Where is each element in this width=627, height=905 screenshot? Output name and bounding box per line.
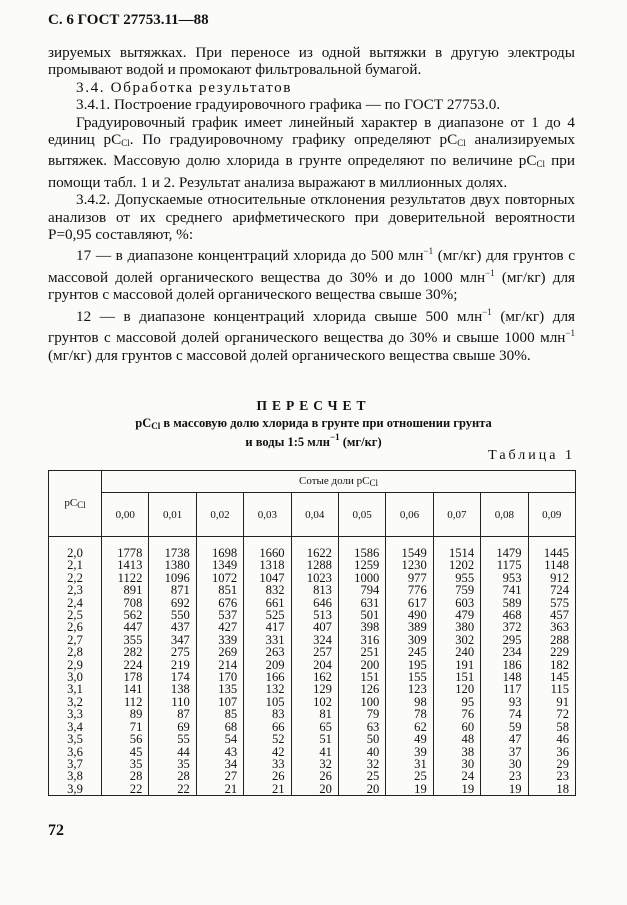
table-cell: 29 xyxy=(528,758,575,770)
table-cell: 380 xyxy=(433,621,480,633)
table-cell: 95 xyxy=(433,696,480,708)
table-cell: 135 xyxy=(196,683,243,695)
table-cell: 174 xyxy=(149,671,196,683)
table-cell: 117 xyxy=(481,683,528,695)
table-cell: 89 xyxy=(102,708,149,720)
table-cell: 132 xyxy=(244,683,291,695)
table-cell: 54 xyxy=(196,733,243,745)
table-cell: 25 xyxy=(338,770,385,782)
table-cell: 1148 xyxy=(528,559,575,571)
table-cell: 32 xyxy=(338,758,385,770)
table-cell: 339 xyxy=(196,634,243,646)
table-cell: 331 xyxy=(244,634,291,646)
recalc-title: ПЕРЕСЧЕТ xyxy=(256,398,371,413)
table-cell: 21 xyxy=(196,783,243,796)
row-label: 3,3 xyxy=(49,708,102,720)
table-cell: 26 xyxy=(244,770,291,782)
table-cell: 123 xyxy=(386,683,433,695)
table-cell: 759 xyxy=(433,584,480,596)
table-cell: 79 xyxy=(338,708,385,720)
table-cell: 39 xyxy=(386,746,433,758)
table-cell: 1549 xyxy=(386,537,433,560)
table-cell: 1096 xyxy=(149,572,196,584)
row-header-cell: $pC_{Cl}$ xyxy=(49,471,102,537)
column-header: 0,02 xyxy=(196,493,243,537)
table-cell: 43 xyxy=(196,746,243,758)
table-cell: 59 xyxy=(481,721,528,733)
table-cell: 1738 xyxy=(149,537,196,560)
body-text xyxy=(48,44,575,364)
table-cell: 316 xyxy=(338,634,385,646)
table-cell: 110 xyxy=(149,696,196,708)
table-label: Таблица 1 xyxy=(488,448,575,463)
table-cell: 295 xyxy=(481,634,528,646)
table-cell: 68 xyxy=(196,721,243,733)
table-cell: 155 xyxy=(386,671,433,683)
table-cell: 468 xyxy=(481,609,528,621)
row-label: 3,8 xyxy=(49,770,102,782)
table-cell: 91 xyxy=(528,696,575,708)
table-cell: 1000 xyxy=(338,572,385,584)
table-cell: 871 xyxy=(149,584,196,596)
table-cell: 1230 xyxy=(386,559,433,571)
column-header: 0,03 xyxy=(244,493,291,537)
table-cell: 126 xyxy=(338,683,385,695)
table-cell: 38 xyxy=(433,746,480,758)
table-cell: 457 xyxy=(528,609,575,621)
table-row xyxy=(49,559,576,571)
row-label: 3,5 xyxy=(49,733,102,745)
table-cell: 78 xyxy=(386,708,433,720)
table-cell: 1380 xyxy=(149,559,196,571)
table-cell: 112 xyxy=(102,696,149,708)
table-cell: 813 xyxy=(291,584,338,596)
table-cell: 204 xyxy=(291,659,338,671)
table-cell: 209 xyxy=(244,659,291,671)
table-cell: 398 xyxy=(338,621,385,633)
table-cell: 1445 xyxy=(528,537,575,560)
table-cell: 282 xyxy=(102,646,149,658)
table-cell: 72 xyxy=(528,708,575,720)
table-cell: 1175 xyxy=(481,559,528,571)
table-cell: 151 xyxy=(433,671,480,683)
table-cell: 229 xyxy=(528,646,575,658)
table-cell: 31 xyxy=(386,758,433,770)
table-cell: 20 xyxy=(338,783,385,796)
table-cell: 1122 xyxy=(102,572,149,584)
table-cell: 355 xyxy=(102,634,149,646)
row-label: 2,3 xyxy=(49,584,102,596)
table-cell: 891 xyxy=(102,584,149,596)
table-cell: 46 xyxy=(528,733,575,745)
table-cell: 324 xyxy=(291,634,338,646)
row-label: 3,0 xyxy=(49,671,102,683)
column-header: 0,06 xyxy=(386,493,433,537)
table-cell: 427 xyxy=(196,621,243,633)
column-header: 0,04 xyxy=(291,493,338,537)
table-cell: 1514 xyxy=(433,537,480,560)
table-cell: 1479 xyxy=(481,537,528,560)
table-row xyxy=(49,746,576,758)
table-cell: 1349 xyxy=(196,559,243,571)
table-cell: 35 xyxy=(149,758,196,770)
table-cell: 49 xyxy=(386,733,433,745)
table-cell: 166 xyxy=(244,671,291,683)
table-cell: 955 xyxy=(433,572,480,584)
row-label: 2,4 xyxy=(49,597,102,609)
table-cell: 41 xyxy=(291,746,338,758)
table-cell: 692 xyxy=(149,597,196,609)
table-cell: 87 xyxy=(149,708,196,720)
table-cell: 141 xyxy=(102,683,149,695)
column-header: 0,07 xyxy=(433,493,480,537)
table-cell: 1660 xyxy=(244,537,291,560)
table-row xyxy=(49,733,576,745)
table-row xyxy=(49,783,576,796)
table-cell: 269 xyxy=(196,646,243,658)
table-cell: 47 xyxy=(481,733,528,745)
table-cell: 25 xyxy=(386,770,433,782)
table-cell: 631 xyxy=(338,597,385,609)
table-cell: 85 xyxy=(196,708,243,720)
table-row xyxy=(49,758,576,770)
table-cell: 32 xyxy=(291,758,338,770)
column-header: 0,08 xyxy=(481,493,528,537)
table-cell: 98 xyxy=(386,696,433,708)
table-cell: 1586 xyxy=(338,537,385,560)
column-header: 0,09 xyxy=(528,493,575,537)
table-cell: 776 xyxy=(386,584,433,596)
table-cell: 490 xyxy=(386,609,433,621)
table-cell: 65 xyxy=(291,721,338,733)
table-cell: 309 xyxy=(386,634,433,646)
table-cell: 234 xyxy=(481,646,528,658)
table-row xyxy=(49,646,576,658)
table-cell: 372 xyxy=(481,621,528,633)
row-label: 2,1 xyxy=(49,559,102,571)
table-cell: 275 xyxy=(149,646,196,658)
table-cell: 34 xyxy=(196,758,243,770)
table-cell: 23 xyxy=(481,770,528,782)
table-cell: 417 xyxy=(244,621,291,633)
table-cell: 257 xyxy=(291,646,338,658)
table-cell: 437 xyxy=(149,621,196,633)
table-row xyxy=(49,721,576,733)
table-cell: 102 xyxy=(291,696,338,708)
paragraph-continuation: зируемых вытяжках. При переносе из одной вытяжки в другую электроды промывают водой и промокают фильтровальной бумагой. xyxy=(48,44,575,79)
table-cell: 148 xyxy=(481,671,528,683)
table-cell: 63 xyxy=(338,721,385,733)
table-cell: 178 xyxy=(102,671,149,683)
table-cell: 52 xyxy=(244,733,291,745)
table-cell: 479 xyxy=(433,609,480,621)
table-cell: 129 xyxy=(291,683,338,695)
table-cell: 36 xyxy=(528,746,575,758)
table-cell: 40 xyxy=(338,746,385,758)
paragraph-tolerance-12: 12 — в диапазоне концентраций хлорида свыше 500 млн$^{-1}$ (мг/кг) для грунтов с массовой долей органического вещества до 30% и свыше 1000 млн$^{-1}$ (мг/кг) для грунтов с массовой долей органического вещества свыше 30%. xyxy=(48,306,576,364)
table-cell: 661 xyxy=(244,597,291,609)
row-label: 2,2 xyxy=(49,572,102,584)
row-label: 2,7 xyxy=(49,634,102,646)
table-cell: 30 xyxy=(481,758,528,770)
table-cell: 513 xyxy=(291,609,338,621)
column-header: 0,00 xyxy=(102,493,149,537)
row-label: 2,0 xyxy=(49,537,102,560)
table-cell: 51 xyxy=(291,733,338,745)
table-cell: 1413 xyxy=(102,559,149,571)
table-cell: 24 xyxy=(433,770,480,782)
table-cell: 1023 xyxy=(291,572,338,584)
table-cell: 83 xyxy=(244,708,291,720)
table-cell: 288 xyxy=(528,634,575,646)
row-label: 2,6 xyxy=(49,621,102,633)
table-cell: 302 xyxy=(433,634,480,646)
page-header: С. 6 ГОСТ 27753.11—88 xyxy=(48,12,209,28)
table-body xyxy=(49,537,576,796)
table-cell: 81 xyxy=(291,708,338,720)
row-label: 2,9 xyxy=(49,659,102,671)
table-cell: 347 xyxy=(149,634,196,646)
table-cell: 30 xyxy=(433,758,480,770)
table-cell: 19 xyxy=(386,783,433,796)
table-cell: 182 xyxy=(528,659,575,671)
table-cell: 1047 xyxy=(244,572,291,584)
table-cell: 37 xyxy=(481,746,528,758)
table-row xyxy=(49,683,576,695)
column-header: 0,01 xyxy=(149,493,196,537)
table-cell: 537 xyxy=(196,609,243,621)
table-cell: 953 xyxy=(481,572,528,584)
table-cell: 33 xyxy=(244,758,291,770)
table-cell: 120 xyxy=(433,683,480,695)
table-cell: 389 xyxy=(386,621,433,633)
table-cell: 525 xyxy=(244,609,291,621)
table-cell: 263 xyxy=(244,646,291,658)
table-cell: 20 xyxy=(291,783,338,796)
table-cell: 22 xyxy=(149,783,196,796)
row-label: 3,2 xyxy=(49,696,102,708)
table-cell: 93 xyxy=(481,696,528,708)
table-cell: 195 xyxy=(386,659,433,671)
table-cell: 501 xyxy=(338,609,385,621)
table-cell: 832 xyxy=(244,584,291,596)
table-cell: 977 xyxy=(386,572,433,584)
row-label: 3,6 xyxy=(49,746,102,758)
row-label: 3,4 xyxy=(49,721,102,733)
table-cell: 912 xyxy=(528,572,575,584)
table-cell: 200 xyxy=(338,659,385,671)
column-header: 0,05 xyxy=(338,493,385,537)
table-cell: 617 xyxy=(386,597,433,609)
row-label: 3,9 xyxy=(49,783,102,796)
recalc-subtitle-2: и воды 1:5 млн$^{-1}$ (мг/кг) xyxy=(245,432,382,449)
table-cell: 251 xyxy=(338,646,385,658)
table-row xyxy=(49,584,576,596)
table-cell: 26 xyxy=(291,770,338,782)
table-cell: 851 xyxy=(196,584,243,596)
table-cell: 71 xyxy=(102,721,149,733)
table-cell: 589 xyxy=(481,597,528,609)
paragraph-calibration: Градуировочный график имеет линейный характер в диапазоне от 1 до 4 единиц $pC_{Cl}$. По градуировочному графику определяют $pC_{Cl}$ анализируемых вытяжек. Массовую долю хлорида в грунте определяют по величине $pC_{Cl}$ при помощи табл. 1 и 2. Результат анализа выражают в миллионных долях. xyxy=(48,113,575,191)
table-cell: 724 xyxy=(528,584,575,596)
table-cell: 214 xyxy=(196,659,243,671)
table-cell: 1778 xyxy=(102,537,149,560)
recalc-subtitle-1: $pC_{Cl}$ в массовую долю хлорида в грунте при отношении грунта xyxy=(135,416,492,431)
row-label: 2,5 xyxy=(49,609,102,621)
table-cell: 162 xyxy=(291,671,338,683)
table-cell: 224 xyxy=(102,659,149,671)
paragraph-tolerance-17: 17 — в диапазоне концентраций хлорида до 500 млн$^{-1}$ (мг/кг) для грунтов с массовой долей органического вещества до 30% и до 1000 млн$^{-1}$ (мг/кг) для грунтов с массовой долей органического вещества свыше 30%; xyxy=(48,246,576,304)
section-heading-3-4: 3.4. Обработка результатов xyxy=(76,78,293,96)
table-cell: 55 xyxy=(149,733,196,745)
recalc-table xyxy=(48,470,576,796)
table-cell: 1318 xyxy=(244,559,291,571)
table-cell: 186 xyxy=(481,659,528,671)
table-cell: 22 xyxy=(102,783,149,796)
table-cell: 708 xyxy=(102,597,149,609)
table-cell: 676 xyxy=(196,597,243,609)
table-cell: 74 xyxy=(481,708,528,720)
table-cell: 23 xyxy=(528,770,575,782)
table-cell: 60 xyxy=(433,721,480,733)
table-cell: 145 xyxy=(528,671,575,683)
table-cell: 45 xyxy=(102,746,149,758)
table-cell: 56 xyxy=(102,733,149,745)
table-cell: 58 xyxy=(528,721,575,733)
row-label: 2,8 xyxy=(49,646,102,658)
table-cell: 69 xyxy=(149,721,196,733)
table-cell: 191 xyxy=(433,659,480,671)
table-cell: 19 xyxy=(481,783,528,796)
table-cell: 18 xyxy=(528,783,575,796)
table-cell: 42 xyxy=(244,746,291,758)
table-cell: 50 xyxy=(338,733,385,745)
table-cell: 575 xyxy=(528,597,575,609)
table-cell: 363 xyxy=(528,621,575,633)
table-cell: 151 xyxy=(338,671,385,683)
column-header-row xyxy=(49,493,576,537)
table-cell: 245 xyxy=(386,646,433,658)
table-row xyxy=(49,708,576,720)
table-cell: 603 xyxy=(433,597,480,609)
table-cell: 1202 xyxy=(433,559,480,571)
page-number: 72 xyxy=(48,822,64,839)
table-cell: 170 xyxy=(196,671,243,683)
table-cell: 76 xyxy=(433,708,480,720)
table-row xyxy=(49,696,576,708)
table-cell: 646 xyxy=(291,597,338,609)
table-cell: 48 xyxy=(433,733,480,745)
table-cell: 35 xyxy=(102,758,149,770)
table-cell: 105 xyxy=(244,696,291,708)
table-cell: 1072 xyxy=(196,572,243,584)
table-cell: 550 xyxy=(149,609,196,621)
table-cell: 100 xyxy=(338,696,385,708)
table-cell: 562 xyxy=(102,609,149,621)
table-cell: 28 xyxy=(102,770,149,782)
paragraph-3-4-1: 3.4.1. Построение градуировочного графика — по ГОСТ 27753.0. xyxy=(76,96,501,114)
table-cell: 21 xyxy=(244,783,291,796)
table-cell: 447 xyxy=(102,621,149,633)
table-cell: 62 xyxy=(386,721,433,733)
table-cell: 66 xyxy=(244,721,291,733)
row-label: 3,7 xyxy=(49,758,102,770)
table-row xyxy=(49,621,576,633)
table-cell: 44 xyxy=(149,746,196,758)
row-label: 3,1 xyxy=(49,683,102,695)
table-cell: 240 xyxy=(433,646,480,658)
table-cell: 1698 xyxy=(196,537,243,560)
table-cell: 1259 xyxy=(338,559,385,571)
table-cell: 219 xyxy=(149,659,196,671)
paragraph-3-4-2: 3.4.2. Допускаемые относительные отклонения результатов двух повторных анализов от их среднего арифметического при доверительной вероятности P=0,95 составляют, %: xyxy=(48,191,575,244)
table-cell: 138 xyxy=(149,683,196,695)
table-cell: 407 xyxy=(291,621,338,633)
table-cell: 27 xyxy=(196,770,243,782)
table-cell: 28 xyxy=(149,770,196,782)
table-row xyxy=(49,537,576,560)
group-header-cell: Сотые доли $pC_{Cl}$ xyxy=(102,471,576,493)
table-cell: 115 xyxy=(528,683,575,695)
table-row xyxy=(49,770,576,782)
table-cell: 794 xyxy=(338,584,385,596)
table-cell: 107 xyxy=(196,696,243,708)
table-cell: 741 xyxy=(481,584,528,596)
table-cell: 19 xyxy=(433,783,480,796)
table-cell: 1288 xyxy=(291,559,338,571)
table-cell: 1622 xyxy=(291,537,338,560)
